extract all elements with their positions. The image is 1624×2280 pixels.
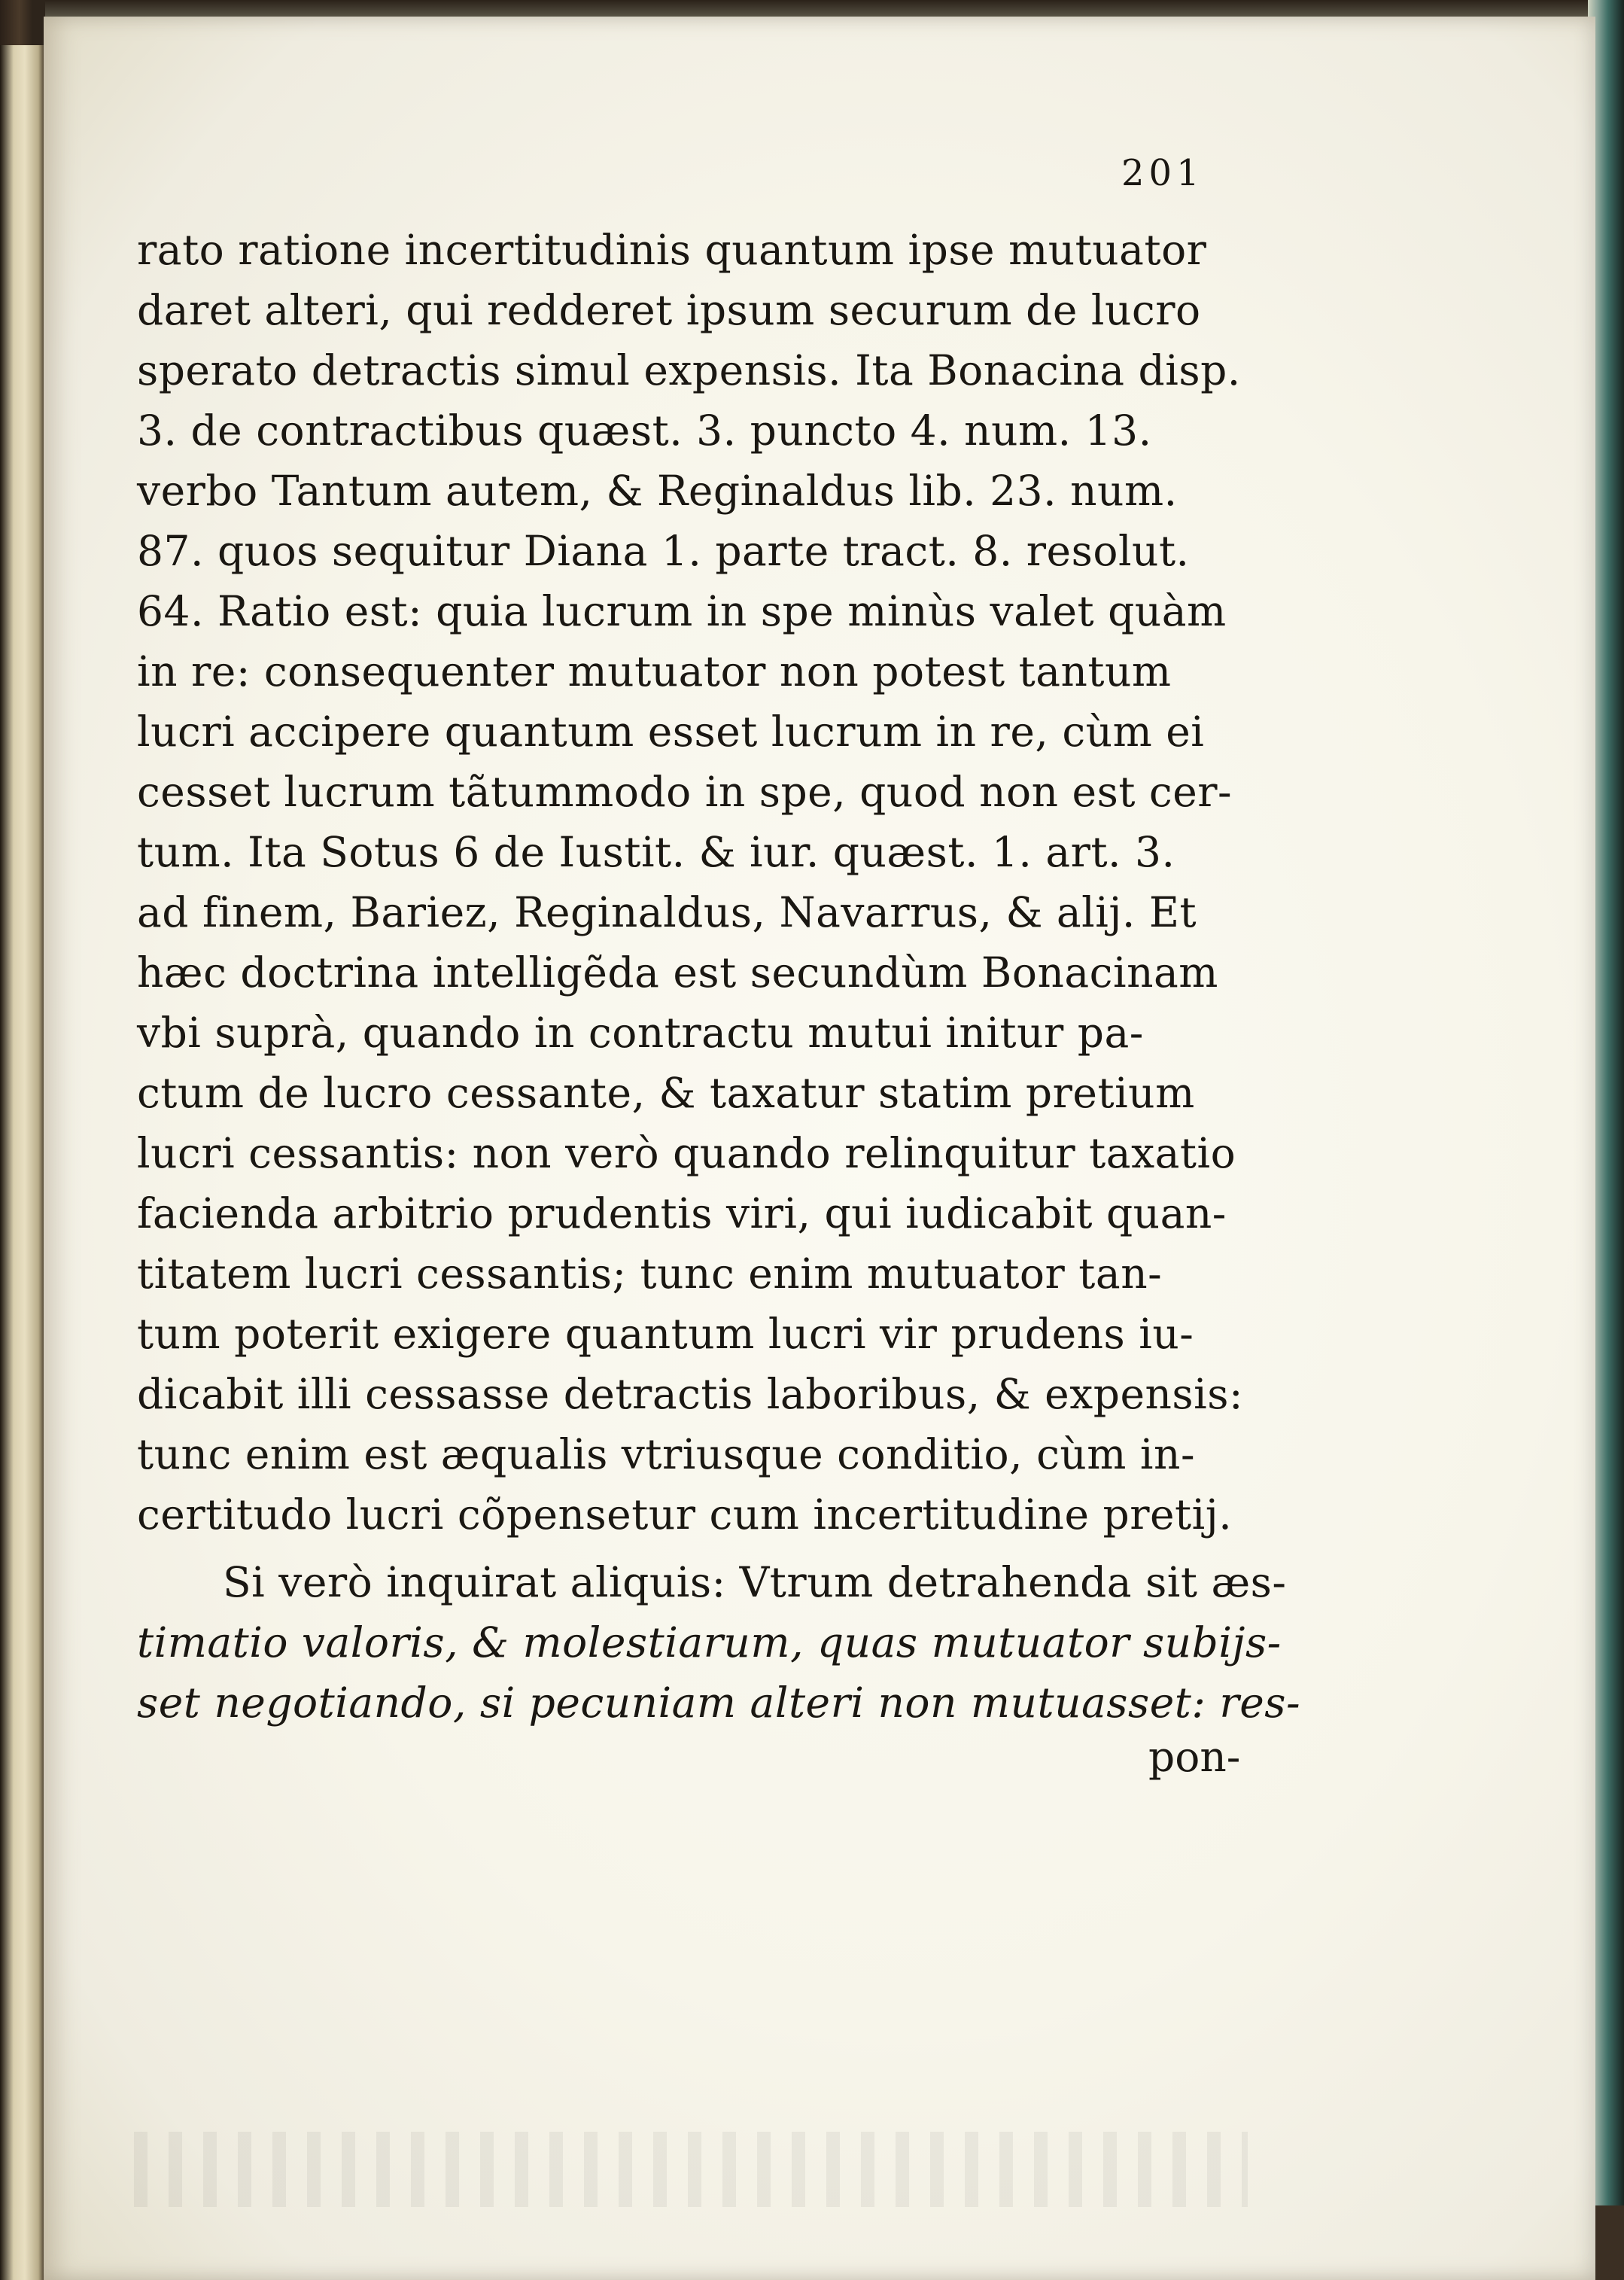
text-line: verbo Tantum autem, & Reginaldus lib. 23. num. bbox=[137, 467, 1178, 515]
text-line: 64. Ratio est: quia lucrum in spe minùs valet quàm bbox=[137, 587, 1227, 635]
text-line: facienda arbitrio prudentis viri, qui iudicabit quan- bbox=[137, 1189, 1227, 1237]
text-line: ctum de lucro cessante, & taxatur statim pretium bbox=[137, 1069, 1195, 1117]
book-binding bbox=[0, 45, 45, 2280]
text-line: tum. Ita Sotus 6 de Iustit. & iur. quæst. 1. art. 3. bbox=[137, 828, 1175, 876]
text-line: hæc doctrina intelligẽda est secundùm Bonacinam bbox=[137, 948, 1218, 997]
text-line: dicabit illi cessasse detractis laboribus, & expensis: bbox=[137, 1370, 1243, 1418]
text-line: timatio valoris, & molestiarum, quas mutuator subijs- bbox=[137, 1618, 1282, 1667]
text-line: vbi suprà, quando in contractu mutui initur pa- bbox=[137, 1009, 1144, 1057]
text-line: set negotiando, si pecuniam alteri non mutuasset: res- bbox=[137, 1679, 1301, 1727]
catchword: pon- bbox=[1148, 1733, 1241, 1781]
text-line: tunc enim est æqualis vtriusque conditio, cùm in- bbox=[137, 1430, 1196, 1478]
text-line: Si verò inquirat aliquis: Vtrum detrahenda sit æs- bbox=[223, 1558, 1287, 1606]
text-line: certitudo lucri cõpensetur cum incertitudine pretij. bbox=[137, 1490, 1233, 1539]
text-line: in re: consequenter mutuator non potest tantum bbox=[137, 647, 1172, 696]
text-line: titatem lucri cessantis; tunc enim mutuator tan- bbox=[137, 1250, 1163, 1298]
text-line: 87. quos sequitur Diana 1. parte tract. 8. resolut. bbox=[137, 527, 1190, 575]
text-line: 3. de contractibus quæst. 3. puncto 4. num. 13. bbox=[137, 406, 1152, 455]
page-number: 201 bbox=[1121, 152, 1204, 194]
text-line: lucri cessantis: non verò quando relinquitur taxatio bbox=[137, 1129, 1236, 1177]
text-line: sperato detractis simul expensis. Ita Bonacina disp. bbox=[137, 346, 1241, 394]
text-line: ad finem, Bariez, Reginaldus, Navarrus, & alij. Et bbox=[137, 888, 1197, 936]
book-page bbox=[44, 17, 1595, 2280]
text-line: cesset lucrum tãtummodo in spe, quod non est cer- bbox=[137, 768, 1233, 816]
text-line: tum poterit exigere quantum lucri vir prudens iu- bbox=[137, 1310, 1194, 1358]
text-line: lucri accipere quantum esset lucrum in re, cùm ei bbox=[137, 708, 1205, 756]
text-line: rato ratione incertitudinis quantum ipse mutuator bbox=[137, 226, 1207, 274]
show-through-ink bbox=[134, 2132, 1248, 2207]
text-line: daret alteri, qui redderet ipsum securum de lucro bbox=[137, 286, 1201, 334]
